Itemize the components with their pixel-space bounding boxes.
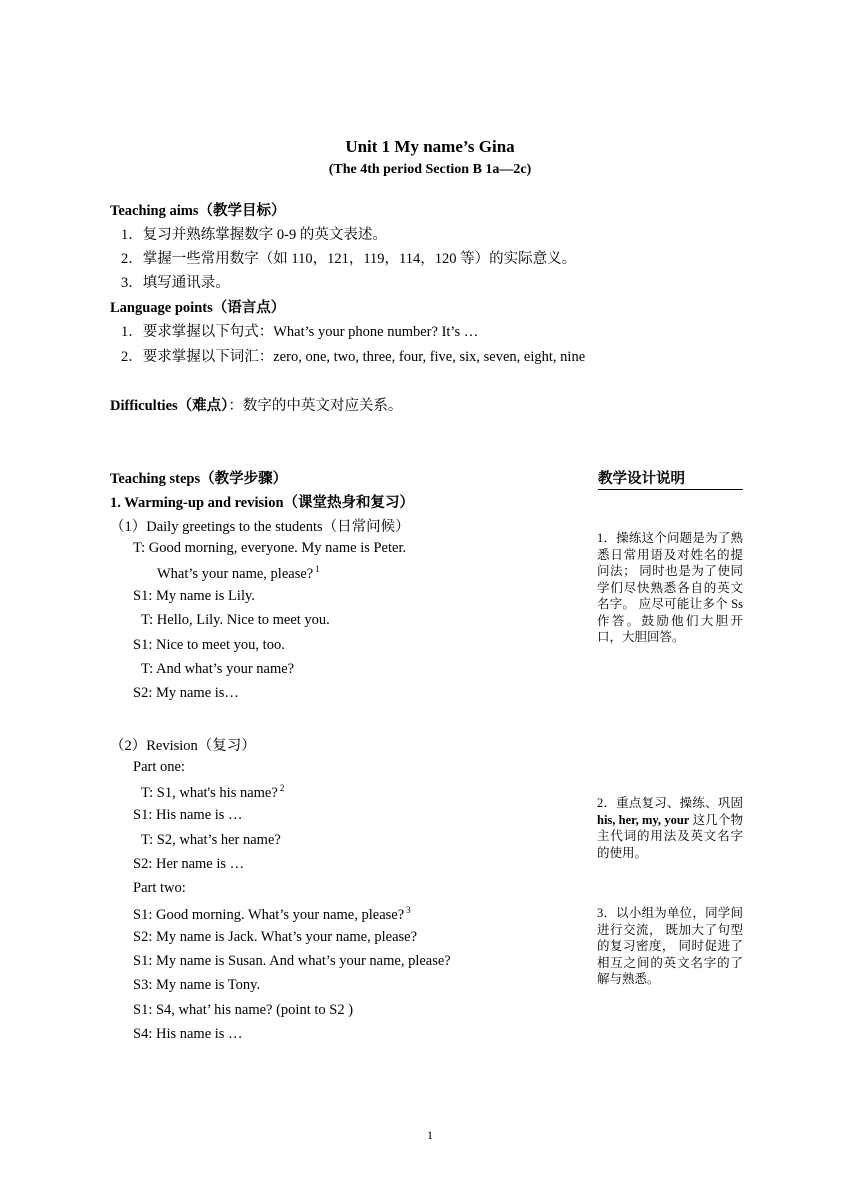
design-notes-heading: 教学设计说明 xyxy=(598,467,743,490)
design-note-2-prefix: 2．重点复习、操练、巩固 xyxy=(597,796,743,810)
teaching-aims-heading: Teaching aims（教学目标） xyxy=(110,203,286,219)
dialog-line: S2: My name is… xyxy=(133,685,239,701)
part1-label: （1）Daily greetings to the students（日常问候） xyxy=(110,519,410,535)
language-point-item: 1．要求掌握以下句式：What’s your phone number? It’s … xyxy=(121,324,479,340)
teaching-aim-item: 2．掌握一些常用数字（如 110，121，119，114，120 等）的实际意义。 xyxy=(121,251,577,267)
design-note-2-pronouns: his, her, my, your xyxy=(597,812,690,827)
dialog-line: T: Hello, Lily. Nice to meet you. xyxy=(141,612,330,628)
document-subtitle: (The 4th period Section B 1a—2c) xyxy=(328,162,532,177)
dialog-line: S1: His name is … xyxy=(133,807,243,823)
language-point-item: 2．要求掌握以下词汇：zero, one, two, three, four, five, six, seven, eight, nine xyxy=(121,349,586,365)
footnote-marker: 1 xyxy=(315,564,320,574)
footnote-marker: 2 xyxy=(279,783,285,793)
difficulties-line xyxy=(110,394,402,415)
design-note-2-suffix: 这几个物主代词的用法及英文名字的使用。 xyxy=(597,812,743,860)
teaching-aim-item: 3．填写通讯录。 xyxy=(121,275,230,291)
part-one-label: Part one: xyxy=(133,759,185,775)
dialog-line-with-footnote xyxy=(141,783,284,802)
dialog-line: S3: My name is Tony. xyxy=(133,977,261,993)
dialog-line-with-footnote xyxy=(133,905,411,924)
dialog-line: T: S2, what’s her name? xyxy=(141,832,281,848)
page-number: 1 xyxy=(427,1128,433,1142)
difficulties-label: Difficulties（难点） xyxy=(110,398,229,414)
part-two-label: Part two: xyxy=(133,880,186,896)
dialog-line: T: And what’s your name? xyxy=(141,661,295,677)
part2-label: （2）Revision（复习） xyxy=(110,738,256,754)
teaching-steps-heading: Teaching steps（教学步骤） xyxy=(110,471,288,487)
dialog-line: S1: My name is Susan. And what’s your name, please? xyxy=(133,953,451,969)
dialog-line-text: S1: Good morning. What’s your name, please? xyxy=(133,906,405,923)
dialog-line: S1: S4, what’ his name? (point to S2 ) xyxy=(133,1002,354,1018)
document-title: Unit 1 My name’s Gina xyxy=(345,137,515,156)
dialog-line: T: Good morning, everyone. My name is Peter. xyxy=(133,540,407,556)
design-note-2 xyxy=(597,795,743,861)
dialog-line-text: What’s your name, please? xyxy=(157,565,314,582)
design-note-1: 1．操练这个问题是为了熟悉日常用语及对姓名的提问法； 同时也是为了使同学们尽快熟悉各自的英文名字。 应尽可能让多个 Ss 作答。鼓励他们大胆开口，大胆回答。 xyxy=(597,531,743,644)
dialog-line: S4: His name is … xyxy=(133,1026,243,1042)
dialog-line: S1: Nice to meet you, too. xyxy=(133,637,285,653)
design-note-3: 3．以小组为单位，同学间进行交流， 既加大了句型的复习密度， 同时促进了相互之间的英文名字的了解与熟悉。 xyxy=(597,906,743,986)
language-points-heading: Language points（语言点） xyxy=(110,300,286,316)
footnote-marker: 3 xyxy=(406,905,411,915)
dialog-line: S2: My name is Jack. What’s your name, please? xyxy=(133,929,418,945)
teaching-aim-item: 1．复习并熟练掌握数字 0-9 的英文表述。 xyxy=(121,227,387,243)
dialog-line: S1: My name is Lily. xyxy=(133,588,255,604)
dialog-line-text: T: S1, what's his name? xyxy=(141,784,278,801)
dialog-line-with-footnote xyxy=(157,564,320,583)
dialog-line: S2: Her name is … xyxy=(133,856,245,872)
difficulties-text: ：数字的中英文对应关系。 xyxy=(228,398,403,414)
section-warming-up-heading: 1. Warming-up and revision（课堂热身和复习） xyxy=(110,495,415,511)
